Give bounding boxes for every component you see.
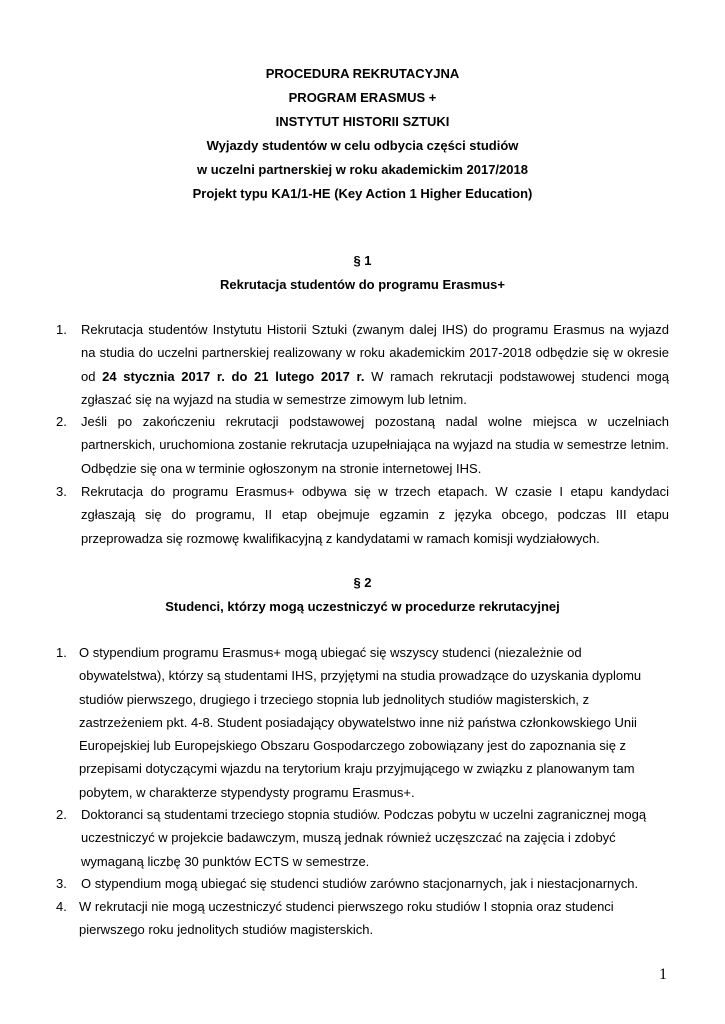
doc-title-line-3: INSTYTUT HISTORII SZTUKI	[275, 114, 450, 129]
s1-item-1-text-b: W ramach rekrutacji podstawowej studenci mogą zgłaszać się na wyjazd na studia w semestrze zimowym lub letnim.	[81, 368, 670, 407]
s2-item-4-number: 4.	[56, 899, 67, 914]
section-2-number: § 2	[353, 575, 372, 590]
s1-item-3-text: Rekrutacja do programu Erasmus+ odbywa się w trzech etapach. W czasie I etapu kandydaci zgłaszają się do programu, II etap obejmuje egzamin z języka obcego, podczas III etapu przeprowadza się rozmowę kwalifikacyjną z kandydatami w ramach komisji wydziałowych.	[81, 484, 669, 546]
doc-subtitle-line-6: Projekt typu KA1/1-HE (Key Action 1 Higher Education)	[192, 186, 533, 201]
doc-title-line-2: PROGRAM ERASMUS +	[288, 90, 437, 105]
s2-item-2-number: 2.	[56, 807, 67, 822]
s1-item-3-number: 3.	[56, 484, 67, 499]
doc-subtitle-line-5: w uczelni partnerskiej w roku akademickim 2017/2018	[197, 162, 528, 177]
doc-title-line-1: PROCEDURA REKRUTACYJNA	[265, 66, 460, 81]
s1-item-1-number: 1.	[56, 322, 67, 337]
section-1-title: Rekrutacja studentów do programu Erasmus+	[220, 277, 505, 292]
s2-item-1-text: O stypendium programu Erasmus+ mogą ubiegać się wszyscy studenci (niezależnie od obywatelstwa), którzy są studentami IHS, przyjętymi na studia prowadzące do uzyskania dyplomu studiów pierwszego, drugiego i trzeciego stopnia lub jednolitych studiów magisterskich, z zastrzeżeniem pkt. 4-8. Student posiadający obywatelstwo inne niż państwa członkowskiego Unii Europejskiej lub Europejskiego Obszaru Gospodarczego zobowiązany jest do zapoznania się z przepisami dotyczącymi wjazdu na terytorium kraju przyjmującego w związku z planowanym tam pobytem, w charakterze stypendysty programu Erasmus+.	[79, 645, 642, 800]
s1-item-2-text: Jeśli po zakończeniu rekrutacji podstawowej pozostaną nadal wolne miejsca w uczelniach partnerskich, uruchomiona zostanie rekrutacja uzupełniająca na wyjazd na studia w semestrze letnim. Odbędzie się ona w terminie ogłoszonym na stronie internetowej IHS.	[81, 414, 669, 476]
s1-item-2-number: 2.	[56, 414, 67, 429]
s2-item-3-text: O stypendium mogą ubiegać się studenci studiów zarówno stacjonarnych, jak i niestacjonarnych.	[81, 876, 639, 891]
section-2-title: Studenci, którzy mogą uczestniczyć w procedurze rekrutacyjnej	[165, 599, 560, 614]
page-number: 1	[659, 966, 667, 983]
s1-item-1-dates: 24 stycznia 2017 r. do 21 lutego 2017 r.	[102, 368, 365, 384]
s2-item-2-text: Doktoranci są studentami trzeciego stopnia studiów. Podczas pobytu w uczelni zagranicznej mogą uczestniczyć w projekcie badawczym, muszą jednak również uczęszczać na zajęcia i zdobyć wymaganą liczbę 30 punktów ECTS w semestrze.	[81, 807, 647, 869]
s2-item-3-number: 3.	[56, 876, 67, 891]
s1-item-1-text-a: Rekrutacja studentów Instytutu Historii Sztuki (zwanym dalej IHS) do programu Erasmus na wyjazd na studia do uczelni partnerskiej realizowany w roku akademickim 2017-2018 odbędzie się w okresie od	[81, 322, 669, 384]
s2-item-4-text: W rekrutacji nie mogą uczestniczyć studenci pierwszego roku studiów I stopnia oraz studenci pierwszego roku jednolitych studiów magisterskich.	[79, 899, 614, 938]
doc-subtitle-line-4: Wyjazdy studentów w celu odbycia części studiów	[206, 138, 519, 153]
s1-item-1-text	[81, 318, 669, 411]
section-1-number: § 1	[353, 253, 372, 268]
s2-item-1-number: 1.	[56, 645, 67, 660]
